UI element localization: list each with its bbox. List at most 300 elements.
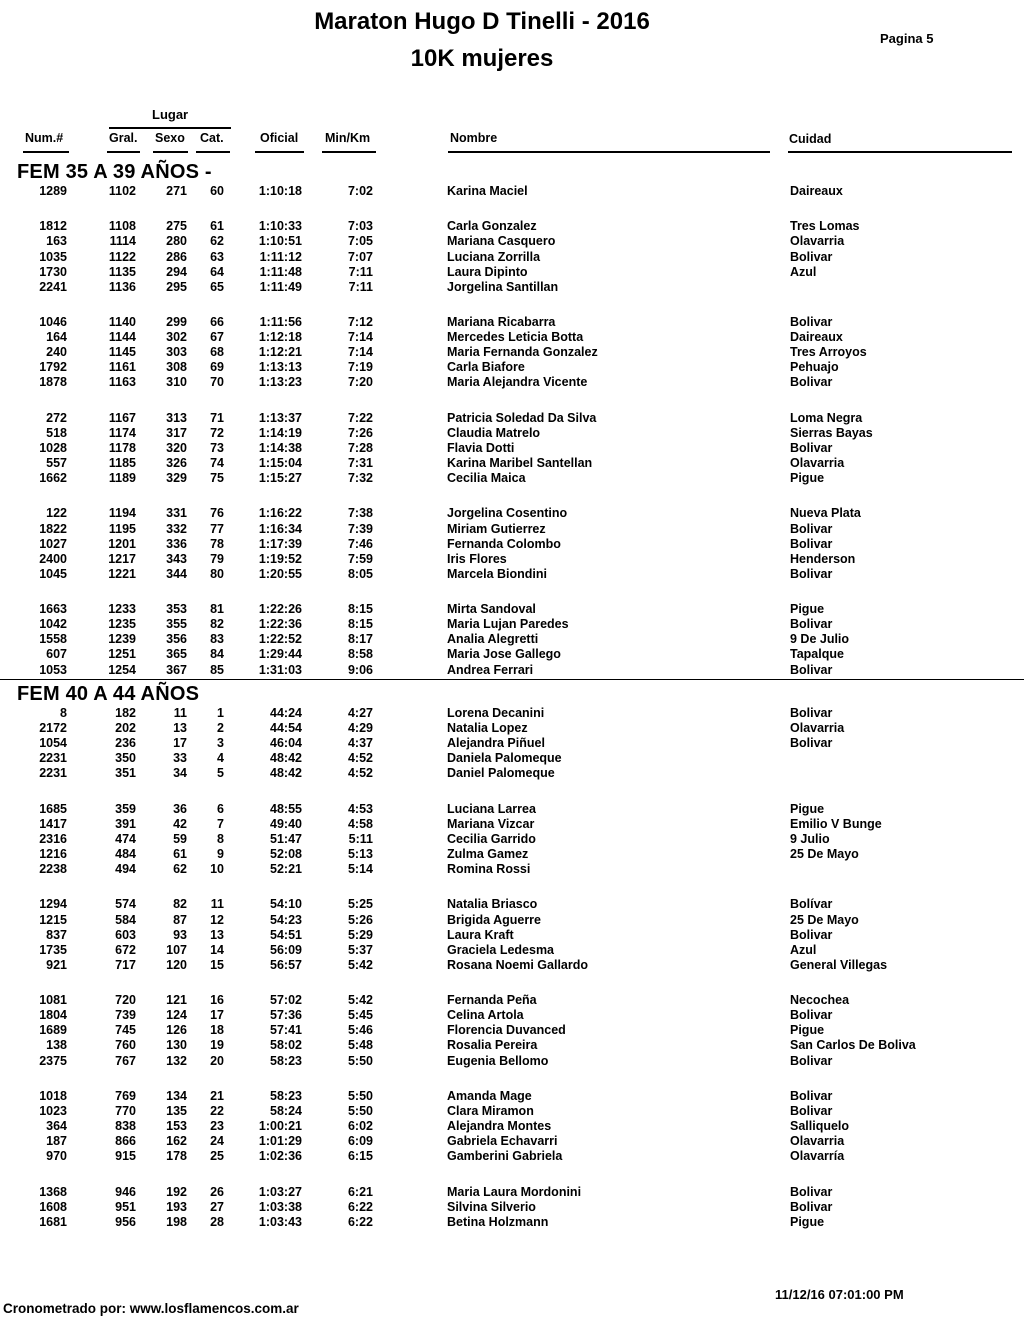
runner-name: Iris Flores (447, 551, 507, 566)
table-row (0, 832, 1024, 847)
runner-name: Jorgelina Cosentino (447, 506, 568, 521)
pace: 5:46 (347, 1023, 373, 1038)
official-time: 58:02 (270, 1038, 302, 1053)
pace: 5:26 (347, 912, 373, 927)
runner-name: Florencia Duvanced (447, 1023, 566, 1038)
gender-place: 320 (166, 440, 187, 455)
official-time: 1:17:39 (258, 536, 302, 551)
runner-name: Laura Kraft (447, 927, 514, 942)
overall-place: 1221 (108, 566, 136, 581)
overall-place: 236 (115, 736, 136, 751)
gender-place: 130 (166, 1038, 187, 1053)
table-row (0, 522, 1024, 537)
runner-name: Daniel Palomeque (447, 766, 555, 781)
runner-name: Romina Rossi (447, 862, 531, 877)
overall-place: 1233 (108, 602, 136, 617)
table-row (0, 567, 1024, 582)
official-time: 1:00:21 (258, 1119, 302, 1133)
runner-name: Betina Holzmann (447, 1214, 549, 1229)
official-time: 1:16:22 (258, 506, 302, 521)
category-place: 63 (210, 249, 224, 264)
bib-number: 1023 (39, 1103, 67, 1118)
official-time: 1:02:36 (258, 1149, 302, 1164)
runner-name: Mariana Ricabarra (447, 315, 556, 329)
overall-place: 672 (115, 942, 136, 957)
runner-city: Pigue (790, 801, 825, 816)
overall-place: 1217 (108, 551, 136, 566)
table-row (0, 280, 1024, 295)
runner-name: Natalia Briasco (447, 897, 538, 912)
gender-place: 132 (166, 1053, 187, 1068)
category-place: 68 (210, 345, 224, 360)
overall-place: 1195 (108, 521, 136, 536)
official-time: 1:14:38 (258, 440, 302, 455)
runner-name: Miriam Gutierrez (447, 521, 546, 536)
runner-name: Carla Gonzalez (447, 219, 537, 234)
runner-city: Bolivar (790, 706, 833, 720)
bib-number: 1045 (39, 566, 67, 581)
runner-name: Jorgelina Santillan (447, 279, 559, 294)
runner-city: Bolivar (790, 375, 833, 390)
official-time: 1:10:51 (258, 234, 302, 249)
category-place: 65 (210, 279, 224, 294)
table-row (0, 706, 1024, 721)
header-minkm: Min/Km (325, 131, 371, 145)
category-place: 6 (217, 801, 224, 816)
pace: 5:50 (347, 1053, 373, 1068)
table-row (0, 506, 1024, 521)
pace: 5:45 (347, 1008, 373, 1023)
runner-name: Mariana Casquero (447, 234, 556, 249)
header-gral: Gral. (109, 131, 138, 145)
bib-number: 1053 (39, 662, 67, 677)
overall-place: 1235 (108, 617, 136, 632)
runner-city: Bolivar (790, 1184, 833, 1199)
category-place: 74 (210, 456, 224, 470)
runner-city: Pigue (790, 602, 825, 617)
table-row (0, 411, 1024, 426)
runner-name: Maria Jose Gallego (447, 647, 561, 662)
bib-number: 1035 (39, 249, 67, 264)
underline-cat (196, 151, 230, 153)
gender-place: 336 (166, 536, 187, 551)
table-row (0, 1119, 1024, 1134)
official-time: 1:22:36 (258, 617, 302, 632)
underline-gral (107, 151, 140, 153)
header-nombre: Nombre (450, 131, 498, 145)
category-place: 19 (210, 1038, 224, 1053)
overall-place: 1178 (108, 440, 136, 455)
table-row (0, 1104, 1024, 1119)
overall-place: 767 (115, 1053, 136, 1068)
official-time: 56:57 (270, 957, 302, 972)
pace: 8:05 (347, 566, 373, 581)
runner-city: Bolivar (790, 536, 833, 551)
gender-place: 332 (166, 521, 187, 536)
table-row (0, 1054, 1024, 1069)
table-row (0, 552, 1024, 567)
gender-place: 11 (173, 706, 187, 720)
pace: 8:17 (347, 632, 373, 647)
runner-name: Claudia Matrelo (447, 425, 541, 440)
category-place: 8 (217, 831, 224, 846)
table-row (0, 471, 1024, 486)
runner-city: Salliquelo (790, 1119, 850, 1133)
bib-number: 1878 (39, 375, 67, 390)
category-place: 73 (210, 440, 224, 455)
pace: 4:37 (347, 736, 373, 751)
gender-place: 286 (166, 249, 187, 264)
gender-place: 107 (166, 942, 187, 957)
pace: 5:25 (347, 897, 373, 912)
bib-number: 970 (46, 1149, 67, 1164)
official-time: 48:42 (270, 766, 302, 781)
official-time: 1:15:04 (258, 456, 302, 470)
category-place: 60 (210, 184, 224, 198)
table-row (0, 426, 1024, 441)
runner-name: Mercedes Leticia Botta (447, 330, 584, 345)
bib-number: 8 (60, 706, 67, 720)
bib-number: 1028 (39, 440, 67, 455)
gender-place: 302 (166, 330, 187, 345)
category-place: 25 (210, 1149, 224, 1164)
runner-city: Bolivar (790, 1088, 833, 1103)
overall-place: 1135 (108, 264, 136, 279)
bib-number: 1689 (39, 1023, 67, 1038)
table-row (0, 250, 1024, 265)
official-time: 54:51 (270, 927, 302, 942)
table-row (0, 632, 1024, 647)
bib-number: 1685 (39, 801, 67, 816)
gender-place: 178 (166, 1149, 187, 1164)
lugar-divider (109, 127, 231, 129)
overall-place: 1194 (108, 506, 136, 521)
table-row (0, 315, 1024, 330)
official-time: 57:41 (270, 1023, 302, 1038)
pace: 6:09 (347, 1134, 373, 1149)
category-place: 83 (210, 632, 224, 647)
gender-place: 355 (166, 617, 187, 632)
overall-place: 1140 (108, 315, 136, 329)
pace: 4:52 (347, 766, 373, 781)
header-ciudad: Cuidad (789, 132, 832, 146)
category-place: 76 (210, 506, 224, 521)
overall-place: 770 (115, 1103, 136, 1118)
bib-number: 1042 (39, 617, 67, 632)
category-place: 13 (210, 927, 224, 942)
official-time: 1:11:48 (259, 264, 302, 279)
table-row (0, 360, 1024, 375)
overall-place: 1114 (109, 234, 136, 249)
runner-name: Cecilia Garrido (447, 831, 536, 846)
runner-city: Pigue (790, 471, 825, 486)
table-row (0, 736, 1024, 751)
category-place: 12 (210, 912, 224, 927)
category-place: 22 (210, 1103, 224, 1118)
table-row (0, 943, 1024, 958)
category-place: 85 (210, 662, 224, 677)
runner-name: Gabriela Echavarri (447, 1134, 558, 1149)
runner-city: 25 De Mayo (790, 847, 859, 861)
gender-place: 42 (173, 816, 187, 831)
category-place: 72 (210, 425, 224, 440)
table-row (0, 1149, 1024, 1164)
bib-number: 2241 (39, 279, 67, 294)
runner-name: Luciana Larrea (447, 801, 536, 816)
category-place: 84 (210, 647, 224, 662)
official-time: 48:55 (270, 801, 302, 816)
bib-number: 1216 (39, 847, 67, 861)
gender-place: 310 (166, 375, 187, 390)
runner-name: Maria Lujan Paredes (447, 617, 569, 632)
official-time: 44:54 (270, 721, 302, 736)
pace: 7:26 (347, 425, 373, 440)
runner-name: Mirta Sandoval (447, 602, 536, 617)
bib-number: 1608 (39, 1199, 67, 1214)
gender-place: 124 (166, 1008, 187, 1023)
gender-place: 121 (166, 993, 187, 1008)
official-time: 1:13:13 (258, 360, 302, 375)
overall-place: 1161 (108, 360, 136, 375)
bib-number: 518 (46, 425, 67, 440)
official-time: 54:10 (270, 897, 302, 912)
official-time: 1:10:18 (258, 184, 302, 198)
overall-place: 391 (115, 816, 136, 831)
gender-place: 356 (166, 632, 187, 647)
gender-place: 344 (166, 566, 187, 581)
runner-name: Fernanda Peña (447, 993, 537, 1008)
official-time: 51:47 (270, 831, 302, 846)
header-num: Num.# (25, 131, 64, 145)
runner-city: Pehuajo (790, 360, 839, 375)
bib-number: 607 (46, 647, 67, 662)
category-place: 27 (210, 1199, 224, 1214)
section-divider (0, 679, 1024, 680)
overall-place: 1145 (108, 345, 136, 360)
runner-city: Bolivar (790, 1199, 833, 1214)
runner-name: Silvina Silverio (447, 1199, 536, 1214)
runner-name: Rosalia Pereira (447, 1038, 538, 1053)
gender-place: 13 (173, 721, 187, 736)
official-time: 1:03:27 (258, 1184, 302, 1199)
page-subtitle: 10K mujeres (410, 45, 554, 72)
official-time: 1:11:49 (259, 279, 302, 294)
runner-city: San Carlos De Boliva (790, 1038, 916, 1053)
overall-place: 1136 (108, 279, 136, 294)
runner-city: Tapalque (790, 647, 844, 662)
runner-city: Bolivar (790, 249, 833, 264)
gender-place: 198 (166, 1214, 187, 1229)
runner-name: Maria Fernanda Gonzalez (447, 345, 598, 360)
pace: 7:31 (347, 456, 373, 470)
official-time: 44:24 (270, 706, 302, 720)
pace: 5:50 (347, 1103, 373, 1118)
bib-number: 164 (46, 330, 67, 345)
category-title: FEM 40 A 44 AÑOS (17, 683, 200, 705)
pace: 7:11 (348, 264, 373, 279)
table-row (0, 897, 1024, 912)
runner-city: Emilio V Bunge (790, 816, 882, 831)
overall-place: 1167 (108, 410, 136, 425)
official-time: 1:20:55 (258, 566, 302, 581)
pace: 5:29 (347, 927, 373, 942)
runner-name: Zulma Gamez (447, 847, 529, 861)
bib-number: 2400 (39, 551, 67, 566)
official-time: 56:09 (270, 942, 302, 957)
overall-place: 1102 (108, 184, 136, 198)
official-time: 54:23 (270, 912, 302, 927)
overall-place: 474 (115, 831, 136, 846)
runner-city: Olavarría (790, 1149, 845, 1164)
overall-place: 1144 (108, 330, 136, 345)
pace: 9:06 (347, 662, 373, 677)
overall-place: 1122 (108, 249, 136, 264)
official-time: 48:42 (270, 751, 302, 766)
overall-place: 951 (115, 1199, 136, 1214)
underline-num (23, 151, 69, 153)
runner-city: Pigue (790, 1023, 825, 1038)
category-place: 17 (210, 1008, 224, 1023)
gender-place: 153 (166, 1119, 187, 1133)
overall-place: 603 (115, 927, 136, 942)
bib-number: 364 (46, 1119, 67, 1133)
pace: 7:02 (347, 184, 373, 198)
runner-name: Amanda Mage (447, 1088, 532, 1103)
table-row (0, 1185, 1024, 1200)
pace: 7:07 (347, 249, 373, 264)
runner-city: 25 De Mayo (790, 912, 859, 927)
table-row (0, 802, 1024, 817)
print-timestamp: 11/12/16 07:01:00 PM (775, 1287, 904, 1302)
runner-city: Olavarria (790, 456, 845, 470)
pace: 5:48 (347, 1038, 373, 1053)
runner-name: Analia Alegretti (447, 632, 539, 647)
gender-place: 193 (166, 1199, 187, 1214)
runner-city: Olavarria (790, 721, 845, 736)
gender-place: 135 (166, 1103, 187, 1118)
pace: 4:53 (347, 801, 373, 816)
gender-place: 343 (166, 551, 187, 566)
pace: 7:22 (347, 410, 373, 425)
gender-place: 331 (166, 506, 187, 521)
table-row (0, 751, 1024, 766)
gender-place: 365 (166, 647, 187, 662)
table-row (0, 330, 1024, 345)
official-time: 58:23 (270, 1053, 302, 1068)
runner-city: Sierras Bayas (790, 425, 873, 440)
pace: 7:38 (347, 506, 373, 521)
bib-number: 837 (46, 927, 67, 942)
overall-place: 1108 (108, 219, 136, 234)
runner-name: Maria Alejandra Vicente (447, 375, 588, 390)
bib-number: 1054 (39, 736, 67, 751)
bib-number: 2231 (39, 751, 67, 766)
runner-city: Bolivar (790, 1008, 833, 1023)
category-place: 23 (210, 1119, 224, 1133)
runner-name: Eugenia Bellomo (447, 1053, 549, 1068)
gender-place: 271 (166, 184, 187, 198)
official-time: 1:03:43 (258, 1214, 302, 1229)
runner-city: Azul (790, 264, 817, 279)
table-row (0, 375, 1024, 390)
gender-place: 317 (166, 425, 187, 440)
underline-sexo (153, 151, 188, 153)
category-place: 62 (210, 234, 224, 249)
overall-place: 202 (115, 721, 136, 736)
bib-number: 2231 (39, 766, 67, 781)
category-place: 4 (217, 751, 224, 766)
table-row (0, 265, 1024, 280)
overall-place: 1185 (108, 456, 136, 470)
gender-place: 34 (173, 766, 187, 781)
category-place: 10 (210, 862, 224, 877)
runner-name: Patricia Soledad Da Silva (447, 410, 597, 425)
category-place: 26 (210, 1184, 224, 1199)
runner-city: Daireaux (790, 330, 843, 345)
official-time: 1:12:18 (258, 330, 302, 345)
runner-city: Olavarria (790, 1134, 845, 1149)
runner-name: Cecilia Maica (447, 471, 526, 486)
pace: 5:37 (347, 942, 373, 957)
category-place: 5 (217, 766, 224, 781)
table-row (0, 1008, 1024, 1023)
header-sexo: Sexo (155, 131, 185, 145)
category-place: 16 (210, 993, 224, 1008)
official-time: 1:10:33 (258, 219, 302, 234)
gender-place: 59 (173, 831, 187, 846)
table-row (0, 647, 1024, 662)
category-place: 18 (210, 1023, 224, 1038)
official-time: 1:31:03 (258, 662, 302, 677)
runner-name: Mariana Vizcar (447, 816, 535, 831)
pace: 8:58 (347, 647, 373, 662)
table-row (0, 1089, 1024, 1104)
gender-place: 33 (173, 751, 187, 766)
category-place: 80 (210, 566, 224, 581)
runner-city: Tres Lomas (790, 219, 860, 234)
header-cat: Cat. (200, 131, 224, 145)
pace: 7:32 (347, 471, 373, 486)
official-time: 1:22:26 (258, 602, 302, 617)
runner-name: Fernanda Colombo (447, 536, 561, 551)
overall-place: 956 (115, 1214, 136, 1229)
bib-number: 1558 (39, 632, 67, 647)
bib-number: 1294 (39, 897, 67, 912)
underline-oficial (255, 151, 304, 153)
header-oficial: Oficial (260, 131, 299, 145)
runner-city: Pigue (790, 1214, 825, 1229)
bib-number: 163 (46, 234, 67, 249)
bib-number: 1804 (39, 1008, 67, 1023)
runner-name: Flavia Dotti (447, 440, 515, 455)
gender-place: 17 (173, 736, 187, 751)
gender-place: 299 (166, 315, 187, 329)
table-row (0, 184, 1024, 199)
runner-name: Lorena Decanini (447, 706, 545, 720)
bib-number: 1417 (39, 816, 67, 831)
pace: 6:21 (347, 1184, 373, 1199)
table-row (0, 537, 1024, 552)
official-time: 1:19:52 (258, 551, 302, 566)
category-place: 1 (217, 706, 224, 720)
pace: 4:27 (347, 706, 373, 720)
runner-name: Luciana Zorrilla (447, 249, 541, 264)
pace: 5:50 (347, 1088, 373, 1103)
table-row (0, 993, 1024, 1008)
pace: 7:12 (347, 315, 373, 329)
runner-city: Bolivar (790, 662, 833, 677)
official-time: 1:03:38 (258, 1199, 302, 1214)
